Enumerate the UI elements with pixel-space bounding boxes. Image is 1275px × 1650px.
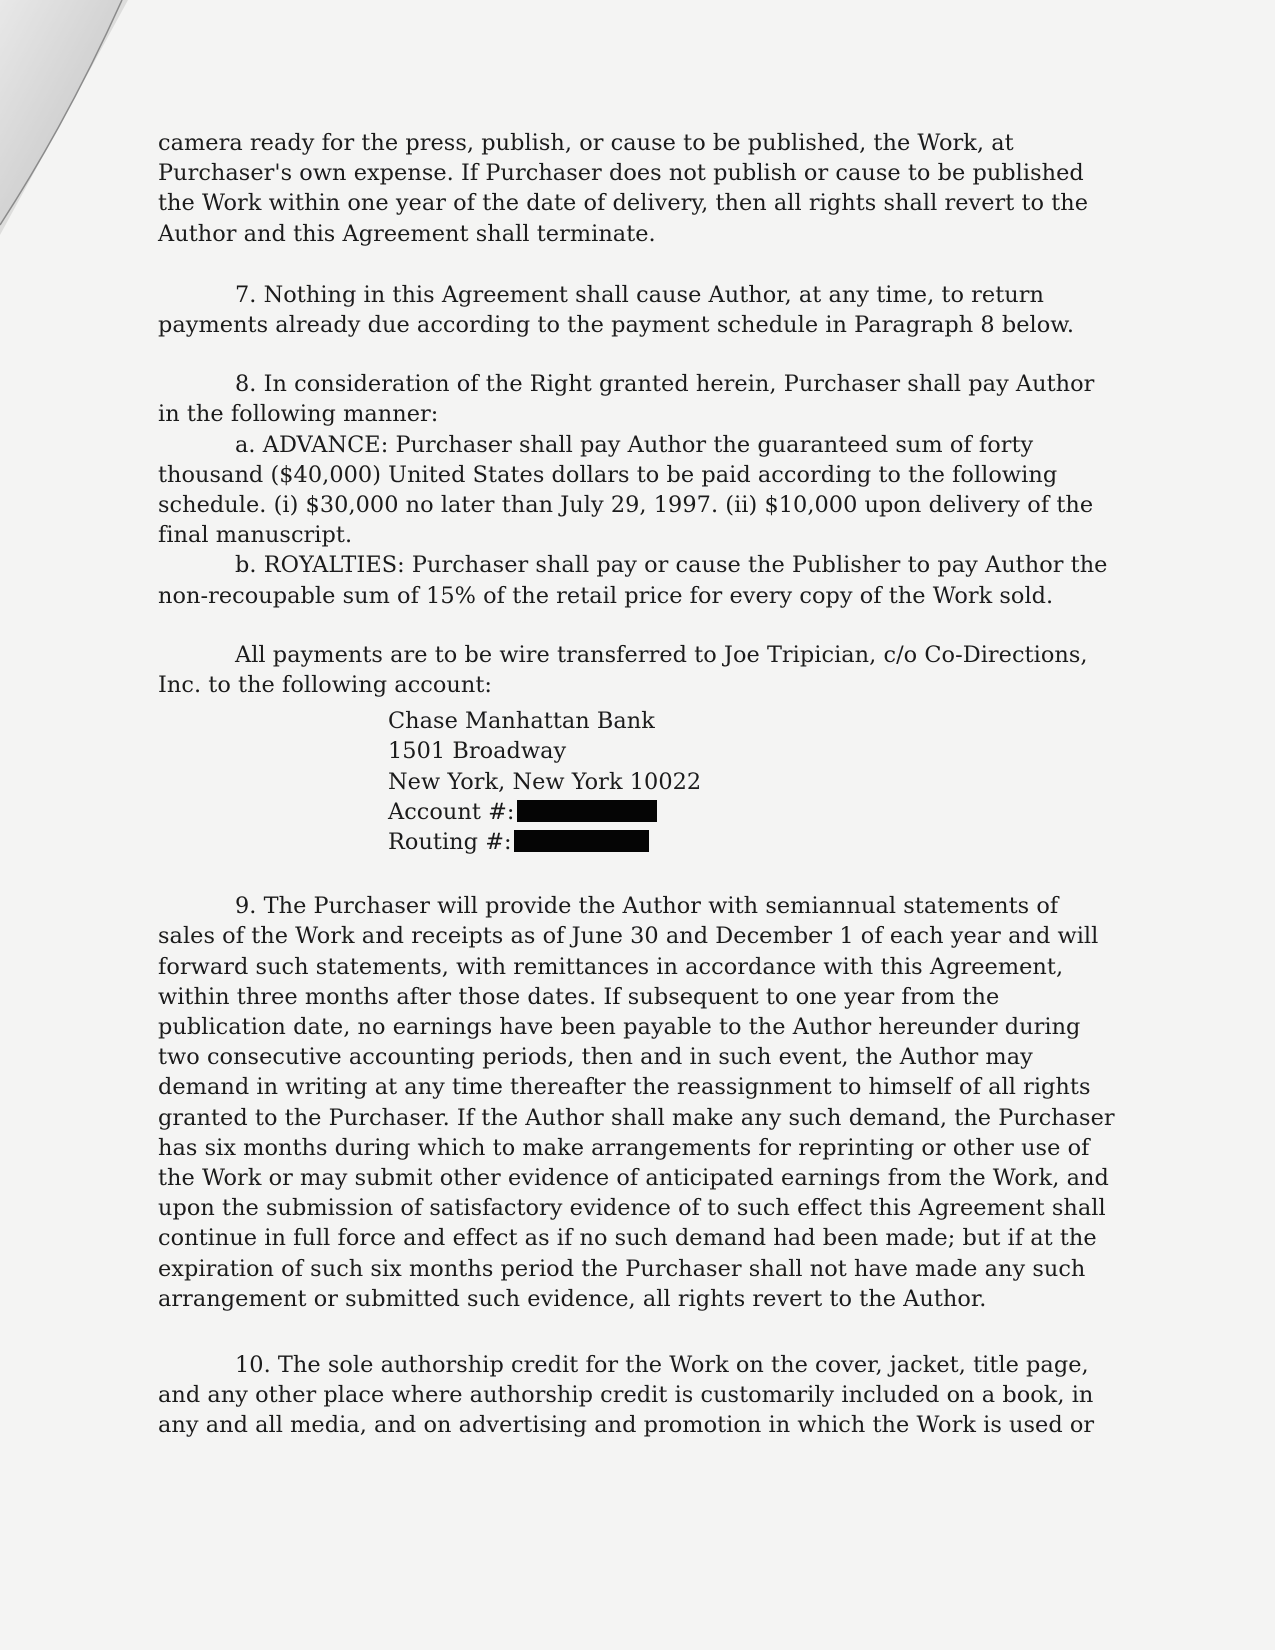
payment-instructions: All payments are to be wire transferred to Joe Tripician, c/o Co-Directions, Inc. to the following account:: [158, 641, 1088, 699]
bank-address-block: [388, 706, 1118, 857]
folded-corner: [0, 0, 140, 260]
bank-street: 1501 Broadway: [388, 738, 567, 765]
paragraph-7: 7. Nothing in this Agreement shall cause Author, at any time, to return payments already due according to the payment schedule in Paragraph 8 below.: [158, 281, 1074, 339]
routing-redaction-bar: [514, 830, 649, 852]
paragraph-9: 9. The Purchaser will provide the Author with semiannual statements of sales of the Work and receipts as of June 30 and December 1 of each year and will forward such statements, with remittances in accordance with this Agreement, within three months after those dates. If subsequent to one year from the publication date, no earnings have been payable to the Author hereunder during two consecutive accounting periods, then and in such event, the Author may demand in writing at any time thereafter the reassignment to himself of all rights granted to the Purchaser. If the Author shall make any such demand, the Purchaser has six months during which to make arrangements for reprinting or other use of the Work or may submit other evidence of anticipated earnings from the Work, and upon the submission of satisfactory evidence of to such effect this Agreement shall continue in full force and effect as if no such demand had been made; but if at the expiration of such six months period the Purchaser shall not have made any such arrangement or submitted such evidence, all rights revert to the Author.: [158, 893, 1115, 1312]
bank-name: Chase Manhattan Bank: [388, 708, 655, 735]
paragraph-8a-advance: a. ADVANCE: Purchaser shall pay Author the guaranteed sum of forty thousand ($40,000) United States dollars to be paid according to the following schedule. (i) $30,000 no later than July 29, 1997. (ii) $10,000 upon delivery of the final manuscript.: [158, 431, 1094, 549]
contract-page-body: [158, 128, 1118, 1441]
account-number-line: [388, 797, 1118, 827]
routing-label: Routing #:: [388, 829, 512, 855]
paragraph-8b-royalties: b. ROYALTIES: Purchaser shall pay or cause the Publisher to pay Author the non-recoupable sum of 15% of the retail price for every copy of the Work sold.: [158, 552, 1108, 609]
bank-city: New York, New York 10022: [388, 768, 702, 795]
paragraph-6-continuation: camera ready for the press, publish, or cause to be published, the Work, at Purchaser's own expense. If Purchaser does not publish or cause to be published the Work within one year of the date of delivery, then all rights shall revert to the Author and this Agreement shall terminate.: [158, 130, 1089, 247]
account-redaction-bar: [517, 800, 657, 822]
routing-number-line: [388, 827, 1118, 857]
paragraph-8: 8. In consideration of the Right granted herein, Purchaser shall pay Author in the following manner:: [158, 371, 1095, 428]
account-label: Account #:: [388, 798, 515, 825]
paragraph-10: 10. The sole authorship credit for the Work on the cover, jacket, title page, and any other place where authorship credit is customarily included on a book, in any and all media, and on advertising and promotion in which the Work is used or: [158, 1352, 1095, 1439]
